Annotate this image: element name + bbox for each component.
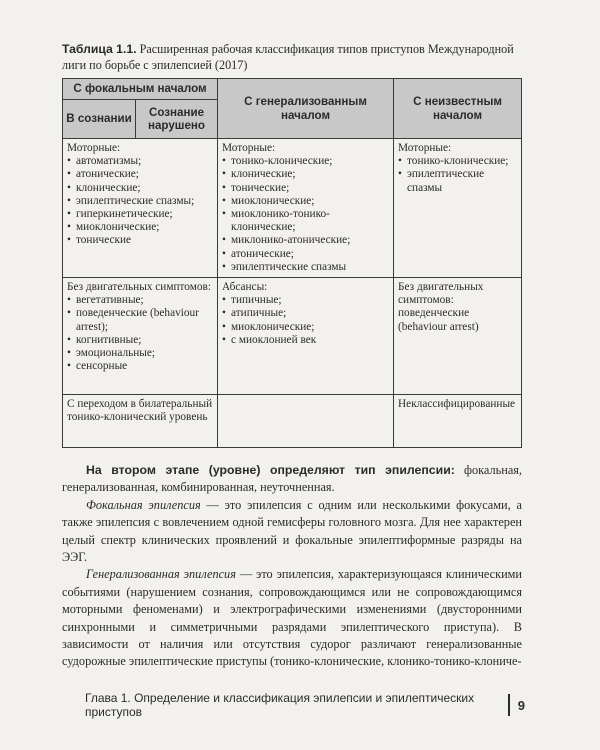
table-row — [63, 395, 522, 448]
list-item: • эпилептические спазмы — [222, 261, 389, 274]
body-text — [62, 462, 522, 671]
seizure-classification-table — [62, 78, 522, 448]
header-unknown: С неизвестным началом — [394, 79, 522, 139]
list-item: • клонические; — [222, 168, 389, 181]
lead-bold: На втором этапе (уровне) определяют тип эпилепсии: — [86, 463, 455, 477]
cell-list — [222, 155, 389, 274]
list-item: • атонические; — [67, 168, 213, 181]
list-item: • тонико-клонические; — [222, 155, 389, 168]
header-generalized: С генерализованным началом — [218, 79, 394, 139]
list-item: • эпилептические спазмы; — [67, 195, 213, 208]
cell-title: Абсансы: — [222, 281, 268, 294]
page-footer — [85, 691, 525, 719]
cell-list — [222, 294, 389, 347]
list-item: • эпилептические спазмы — [398, 168, 517, 194]
cell-focal-nonmotor — [63, 278, 218, 395]
paragraph-focal — [62, 497, 522, 567]
table-caption-label: Таблица 1.1. — [62, 42, 137, 56]
list-item: • миоклонические; — [67, 221, 213, 234]
cell-list — [67, 294, 213, 373]
list-item: • вегетативные; — [67, 294, 213, 307]
list-item: • миклонико-атонические; — [222, 234, 389, 247]
term-focal: Фокальная эпилепсия — [86, 497, 201, 512]
cell-unknown-unclassified — [394, 395, 522, 448]
cell-generalized-empty — [218, 395, 394, 448]
list-item: • эмоциональные; — [67, 347, 213, 360]
chapter-title: Глава 1. Определение и классификация эпилепсии и эпилептических приступов — [85, 691, 475, 719]
list-item: • с миоклонией век — [222, 334, 389, 347]
cell-title: Неклассифицированные — [398, 398, 516, 411]
list-item: • когнитивные; — [67, 334, 213, 347]
list-item: • гиперкинетические; — [67, 208, 213, 221]
cell-list — [398, 155, 517, 195]
header-impaired: Сознание нарушено — [136, 100, 218, 139]
cell-unknown-motor — [394, 139, 522, 278]
cell-generalized-absence — [218, 278, 394, 395]
lead-rest: фокальная, генерализованная, комбинированная, неуточненная. — [62, 463, 523, 495]
header-focal: С фокальным началом — [63, 79, 218, 100]
list-item: • тонические; — [222, 182, 389, 195]
cell-title: Моторные: — [222, 142, 276, 154]
list-item: • миоклонические; — [222, 195, 389, 208]
list-item: • клонические; — [67, 182, 213, 195]
list-item: • типичные; — [222, 294, 389, 307]
cell-title: Без двигательных симптомов: поведенческие (behaviour arrest) — [398, 281, 484, 333]
term-generalized: Генерализованная эпилепсия — [86, 567, 236, 582]
paragraph-focal-text: — это эпилепсия с одним или несколькими фокусами, а также эпилепсия с вовлечением одной гемисферы головного мозга. Для нее характерен целый спектр клинических проявлений и фокальные эпилептиформные разряды на ЭЭГ. — [62, 497, 522, 565]
list-item: • поведенческие (behaviour arrest); — [67, 307, 213, 333]
paragraph-generalized — [62, 566, 522, 670]
list-item: • автоматизмы; — [67, 155, 213, 168]
list-item: • миоклонико-тонико-клонические; — [222, 208, 389, 234]
list-item: • атонические; — [222, 248, 389, 261]
list-item: • тонические — [67, 234, 213, 247]
cell-title: Моторные: — [398, 142, 452, 154]
cell-focal-motor — [63, 139, 218, 278]
cell-list — [67, 155, 213, 247]
table-row — [63, 278, 522, 395]
table-caption-text: Расширенная рабочая классификация типов приступов Международной лиги по борьбе с эпилепсией (2017) — [62, 42, 514, 72]
list-item: • тонико-клонические; — [398, 155, 517, 168]
table-caption — [62, 41, 532, 73]
list-item: • миоклонические; — [222, 321, 389, 334]
cell-generalized-motor — [218, 139, 394, 278]
cell-title: С переходом в билатеральный тонико-клонический уровень — [67, 398, 213, 424]
page-number: 9 — [517, 697, 525, 713]
cell-focal-bilateral — [63, 395, 218, 448]
cell-unknown-nonmotor — [394, 278, 522, 395]
paragraph-lead — [62, 462, 522, 497]
cell-title: Без двигательных симптомов: — [67, 281, 212, 294]
list-item: • атипичные; — [222, 307, 389, 320]
table-row — [63, 139, 522, 278]
list-item: • сенсорные — [67, 360, 213, 373]
paragraph-generalized-text: — это эпилепсия, характеризующаяся клиническими событиями (нарушением сознания, сопровождающимся или не сопровождающимся моторными феноменами) и электрографическими изменениями (двусторонними синхронными и симметричными разрядами эпилептического приступа). В зависимости от наличия или отсутствия судорог различают генерализованные судорожные эпилептические приступы (тонико-клонические, клонико-тонико-клониче- — [62, 567, 523, 669]
footer-divider — [508, 694, 509, 716]
cell-title: Моторные: — [67, 142, 121, 154]
header-conscious: В сознании — [63, 100, 136, 139]
